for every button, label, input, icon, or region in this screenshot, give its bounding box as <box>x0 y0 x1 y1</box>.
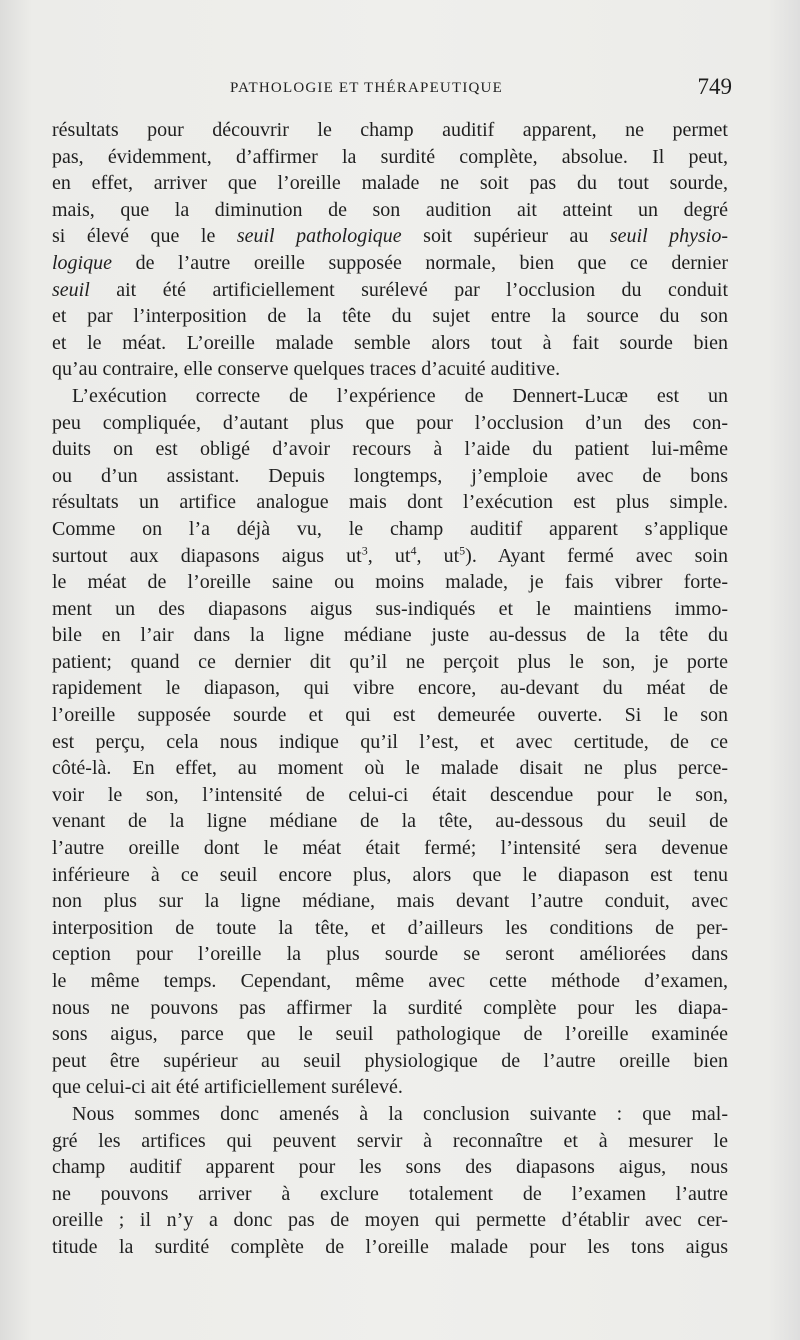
text-line: ou d’un assistant. Depuis longtemps, j’emploie avec de bons <box>52 464 728 487</box>
text-line: ne pouvons arriver à exclure totalement de l’examen l’autre <box>52 1182 728 1205</box>
page-number: 749 <box>697 74 732 99</box>
superscript: 5 <box>459 542 466 557</box>
text-line: inférieure à ce seuil encore plus, alors que le diapason est tenu <box>52 863 728 886</box>
text-line: le même temps. Cependant, même avec cette méthode d’examen, <box>52 970 728 992</box>
text-line: Comme on l’a déjà vu, le champ auditif apparent s’applique <box>52 517 728 540</box>
text-line: et le méat. L’oreille malade semble alors tout à fait sourde bien <box>52 331 728 354</box>
text-line: ception pour l’oreille la plus sourde se seront améliorées dans <box>52 943 728 966</box>
text-line: l’oreille supposée sourde et qui est demeurée ouverte. Si le son <box>52 704 728 727</box>
text-line: qu’au contraire, elle conserve quelques traces d’acuité auditive. <box>52 358 561 381</box>
running-head: PATHOLOGIE ET THÉRAPEUTIQUE <box>230 80 503 96</box>
text-line: titude la surdité complète de l’oreille malade pour les tons aigus <box>52 1235 728 1258</box>
text-line: le méat de l’oreille saine ou moins malade, je fais vibrer forte- <box>52 571 728 594</box>
italic-text: seuil physio- <box>609 225 729 248</box>
text-line: peut être supérieur au seuil physiologique de l’autre oreille bien <box>52 1049 728 1072</box>
italic-text: seuil pathologique <box>236 225 402 248</box>
text-segment: ait été artificiellement surélevé par l’occlusion du conduit <box>89 278 728 301</box>
superscript: 3 <box>361 542 368 557</box>
text-line: côté-là. En effet, au moment où le malade disait ne plus perce- <box>52 757 728 780</box>
text-line: l’autre oreille dont le méat était fermé; l’intensité sera devenue <box>52 837 728 860</box>
text-line: ment un des diapasons aigus sus-indiqués et le maintiens immo- <box>52 597 728 620</box>
text-segment: si élevé que le <box>52 225 237 248</box>
text-line <box>52 277 728 304</box>
text-line: mais, que la diminution de son audition ait atteint un degré <box>52 198 728 221</box>
text-line: non plus sur la ligne médiane, mais devant l’autre conduit, avec <box>52 890 728 913</box>
text-line: gré les artifices qui peuvent servir à reconnaître et à mesurer le <box>52 1129 728 1152</box>
text-line: interposition de toute la tête, et d’ailleurs les conditions de per- <box>52 916 728 939</box>
italic-text: logique <box>52 251 112 274</box>
italic-text: seuil <box>52 278 90 301</box>
text-line: résultats un artifice analogue mais dont l’exécution est plus simple. <box>52 491 728 514</box>
text-line: L’exécution correcte de l’expérience de Dennert-Lucæ est un <box>72 384 728 407</box>
text-segment: surtout aux diapasons aigus ut <box>52 544 362 567</box>
text-line: Nous sommes donc amenés à la conclusion suivante : que mal- <box>72 1102 728 1125</box>
text-line <box>52 223 728 250</box>
text-line: patient; quand ce dernier dit qu’il ne perçoit plus le son, je porte <box>52 650 728 673</box>
superscript: 4 <box>410 542 417 557</box>
text-line: venant de la ligne médiane de la tête, au-dessous du seuil de <box>52 810 728 833</box>
text-line: résultats pour découvrir le champ auditif apparent, ne permet <box>52 119 728 141</box>
text-line: est perçu, cela nous indique qu’il l’est, et avec certitude, de ce <box>52 730 728 753</box>
text-line <box>52 250 728 277</box>
text-line: champ auditif apparent pour les sons des diapasons aigus, nous <box>52 1156 728 1179</box>
text-line: sons aigus, parce que le seuil pathologique de l’oreille examinée <box>52 1023 728 1046</box>
text-segment: , ut <box>416 544 460 567</box>
text-line: peu compliquée, d’autant plus que pour l’occlusion d’un des con- <box>52 411 728 434</box>
text-line: que celui-ci ait été artificiellement surélevé. <box>52 1076 403 1099</box>
text-line: voir le son, l’intensité de celui-ci était descendue pour le son, <box>52 783 728 806</box>
text-segment: de l’autre oreille supposée normale, bien que ce dernier <box>112 251 728 274</box>
text-segment: soit supérieur au <box>401 225 610 248</box>
text-line: en effet, arriver que l’oreille malade ne soit pas du tout sourde, <box>52 172 728 195</box>
text-line: oreille ; il n’y a donc pas de moyen qui permette d’établir avec cer- <box>52 1209 728 1232</box>
text-segment: , ut <box>367 544 411 567</box>
body-text <box>52 117 728 1261</box>
text-line: bile en l’air dans la ligne médiane juste au-dessus de la tête du <box>52 624 728 647</box>
text-line: rapidement le diapason, qui vibre encore, au-devant du méat de <box>52 677 728 700</box>
text-line: duits on est obligé d’avoir recours à l’aide du patient lui-même <box>52 438 728 461</box>
page-header <box>52 76 732 106</box>
text-segment: ). Ayant fermé avec soin <box>465 544 728 567</box>
text-line: pas, évidemment, d’affirmer la surdité complète, absolue. Il peut, <box>52 145 728 168</box>
text-line <box>52 543 728 570</box>
text-line: et par l’interposition de la tête du sujet entre la source du son <box>52 305 728 328</box>
text-line: nous ne pouvons pas affirmer la surdité complète pour les diapa- <box>52 996 728 1019</box>
